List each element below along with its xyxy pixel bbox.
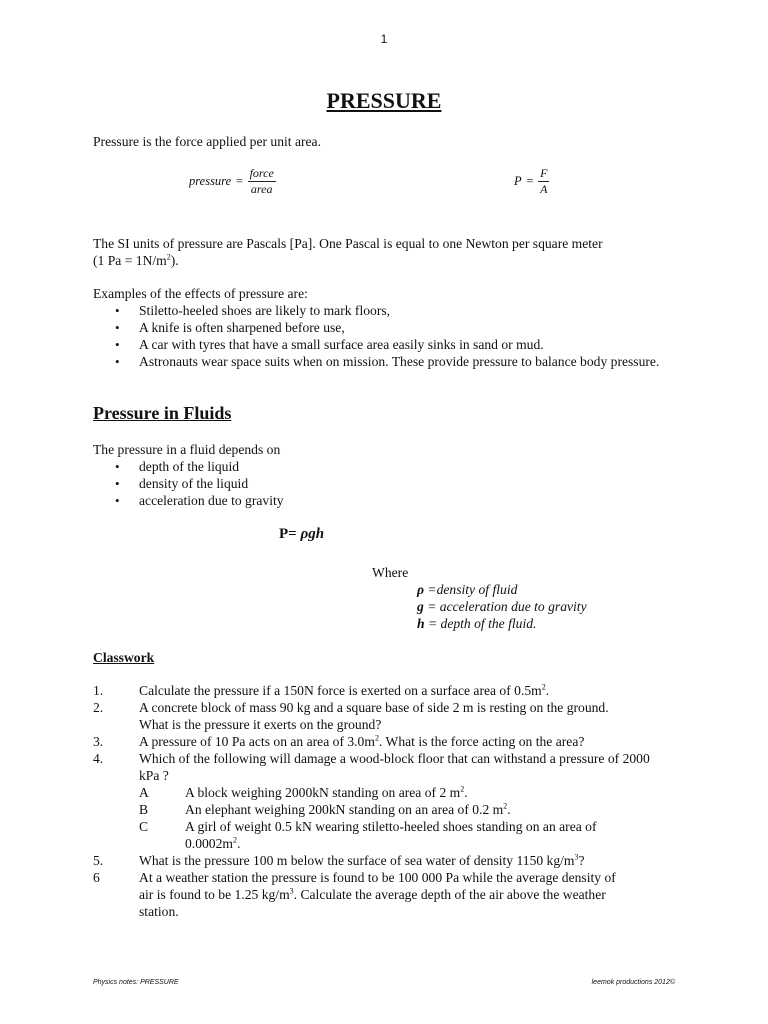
question-text-main: What is the pressure 100 m below the surface of sea water of density 1150 kg/m: [139, 853, 575, 868]
option-text-main: A block weighing 2000kN standing on area of 2 m: [185, 785, 461, 800]
formula-pressure-words: [189, 166, 276, 197]
formula1-denominator: area: [250, 182, 273, 196]
option-text: [185, 801, 663, 818]
question-text-end: .: [545, 683, 550, 698]
formula1-fraction: [248, 166, 276, 197]
definitions-list: [417, 581, 587, 632]
fluids-factor-list: [93, 458, 653, 509]
option-letter: B: [139, 802, 149, 817]
option-letter: C: [139, 819, 149, 834]
definition-gravity: [417, 598, 587, 615]
question-number: 6: [93, 870, 100, 885]
si-units-line2: [93, 252, 683, 269]
footer-left: Physics notes: PRESSURE: [93, 979, 179, 986]
fluid-formula-lhs: P=: [279, 526, 297, 542]
question-5: [93, 852, 663, 869]
list-item: • acceleration due to gravity: [93, 492, 653, 509]
exponent: 3: [574, 852, 579, 862]
intro-text: Pressure is the force applied per unit area.: [93, 134, 321, 149]
definition-text: = depth of the fluid.: [424, 616, 537, 631]
footer-right: leemok productions 2012©: [591, 979, 675, 986]
question-text-end: . What is the force acting on the area?: [378, 734, 585, 749]
option-a: [139, 784, 663, 801]
question-number: 1.: [93, 683, 104, 698]
definition-text: =density of fluid: [424, 582, 518, 597]
list-item: • density of the liquid: [93, 475, 653, 492]
definition-symbol: ρ: [417, 582, 425, 597]
option-b: [139, 801, 663, 818]
question-number: 4.: [93, 751, 104, 766]
question-text: [139, 682, 663, 699]
exponent: 2: [232, 835, 237, 845]
question-text-main: Calculate the pressure if a 150N force is exerted on a surface area of 0.5m: [139, 683, 542, 698]
option-text-main: A girl of weight 0.5 kN wearing stiletto-heeled shoes standing on an area of 0.0002m: [185, 819, 597, 851]
exponent: 2: [460, 784, 465, 794]
question-text-main: At a weather station the pressure is found to be 100 000 Pa while the average density of air is found to be 1.25 kg/m: [139, 870, 616, 902]
formula1-equals: =: [235, 174, 244, 189]
option-text-end: .: [236, 836, 241, 851]
si-units-paragraph: [93, 235, 683, 269]
option-text: [185, 818, 613, 852]
question-text: [139, 852, 663, 869]
si-units-exponent: 2: [166, 252, 171, 262]
fluids-section: [93, 441, 653, 509]
question-text-end: ?: [578, 853, 585, 868]
question-text: Which of the following will damage a wood-block floor that can withstand a pressure of 2000 kPa ?: [139, 751, 650, 783]
question-text-main: A pressure of 10 Pa acts on an area of 3.0m: [139, 734, 375, 749]
formula1-numerator: force: [249, 166, 274, 180]
question-number: 2.: [93, 700, 104, 715]
list-item: • A car with tyres that have a small surface area easily sinks in sand or mud.: [93, 336, 693, 353]
exponent: 2: [503, 801, 508, 811]
question-text: [139, 869, 623, 920]
option-text-main: An elephant weighing 200kN standing on an area of 0.2 m: [185, 802, 504, 817]
option-text-end: .: [464, 785, 468, 800]
question-number: 3.: [93, 734, 104, 749]
where-label: Where: [372, 565, 409, 580]
page-number: 1: [380, 32, 388, 46]
fluids-intro: The pressure in a fluid depends on: [93, 442, 281, 457]
si-units-line1: The SI units of pressure are Pascals [Pa]. One Pascal is equal to one Newton per square meter: [93, 236, 603, 251]
page-title: PRESSURE: [326, 88, 442, 113]
classwork-list: [93, 682, 663, 920]
formula-pressure-symbols: [514, 166, 549, 197]
question-3: [93, 733, 663, 750]
question-4: [93, 750, 663, 784]
option-text-end: .: [507, 802, 511, 817]
formula1-lhs: pressure: [189, 174, 232, 189]
list-item: • Stiletto-heeled shoes are likely to mark floors,: [93, 302, 693, 319]
option-text: [185, 784, 663, 801]
option-c: [139, 818, 663, 852]
examples-intro: Examples of the effects of pressure are:: [93, 286, 308, 301]
list-item: • depth of the liquid: [93, 458, 653, 475]
fluids-heading: Pressure in Fluids: [93, 403, 232, 423]
definition-symbol: h: [417, 616, 425, 631]
question-text: A concrete block of mass 90 kg and a square base of side 2 m is resting on the ground. What is the pressure it exerts on the ground?: [139, 700, 609, 732]
definition-density: [417, 581, 587, 598]
formula2-fraction: [538, 166, 549, 197]
question-text-end: . Calculate the average depth of the air above the weather station.: [139, 887, 606, 919]
question-6: [93, 869, 663, 920]
exponent: 2: [541, 682, 546, 692]
list-item: • A knife is often sharpened before use,: [93, 319, 693, 336]
formula2-equals: =: [525, 174, 535, 189]
exponent: 3: [289, 886, 294, 896]
question-1: [93, 682, 663, 699]
si-units-close: ).: [170, 253, 179, 268]
formula2-denominator: A: [540, 182, 548, 196]
examples-list: [93, 302, 693, 370]
question-2: [93, 699, 663, 733]
formula2-lhs: P: [514, 174, 522, 189]
fluid-formula-rhs: ρgh: [300, 526, 325, 542]
formula2-numerator: F: [540, 166, 548, 180]
question-text: [139, 733, 663, 750]
definition-symbol: g: [417, 599, 424, 614]
si-units-text: (1 Pa = 1N/m: [93, 253, 167, 268]
fluid-pressure-formula: [279, 526, 324, 543]
exponent: 2: [374, 733, 379, 743]
examples-section: [93, 285, 693, 370]
option-letter: A: [139, 785, 149, 800]
list-item: • Astronauts wear space suits when on mission. These provide pressure to balance body pressure.: [93, 353, 693, 370]
definition-depth: [417, 615, 587, 632]
classwork-heading: Classwork: [93, 650, 155, 665]
definition-text: = acceleration due to gravity: [423, 599, 587, 614]
question-number: 5.: [93, 853, 104, 868]
